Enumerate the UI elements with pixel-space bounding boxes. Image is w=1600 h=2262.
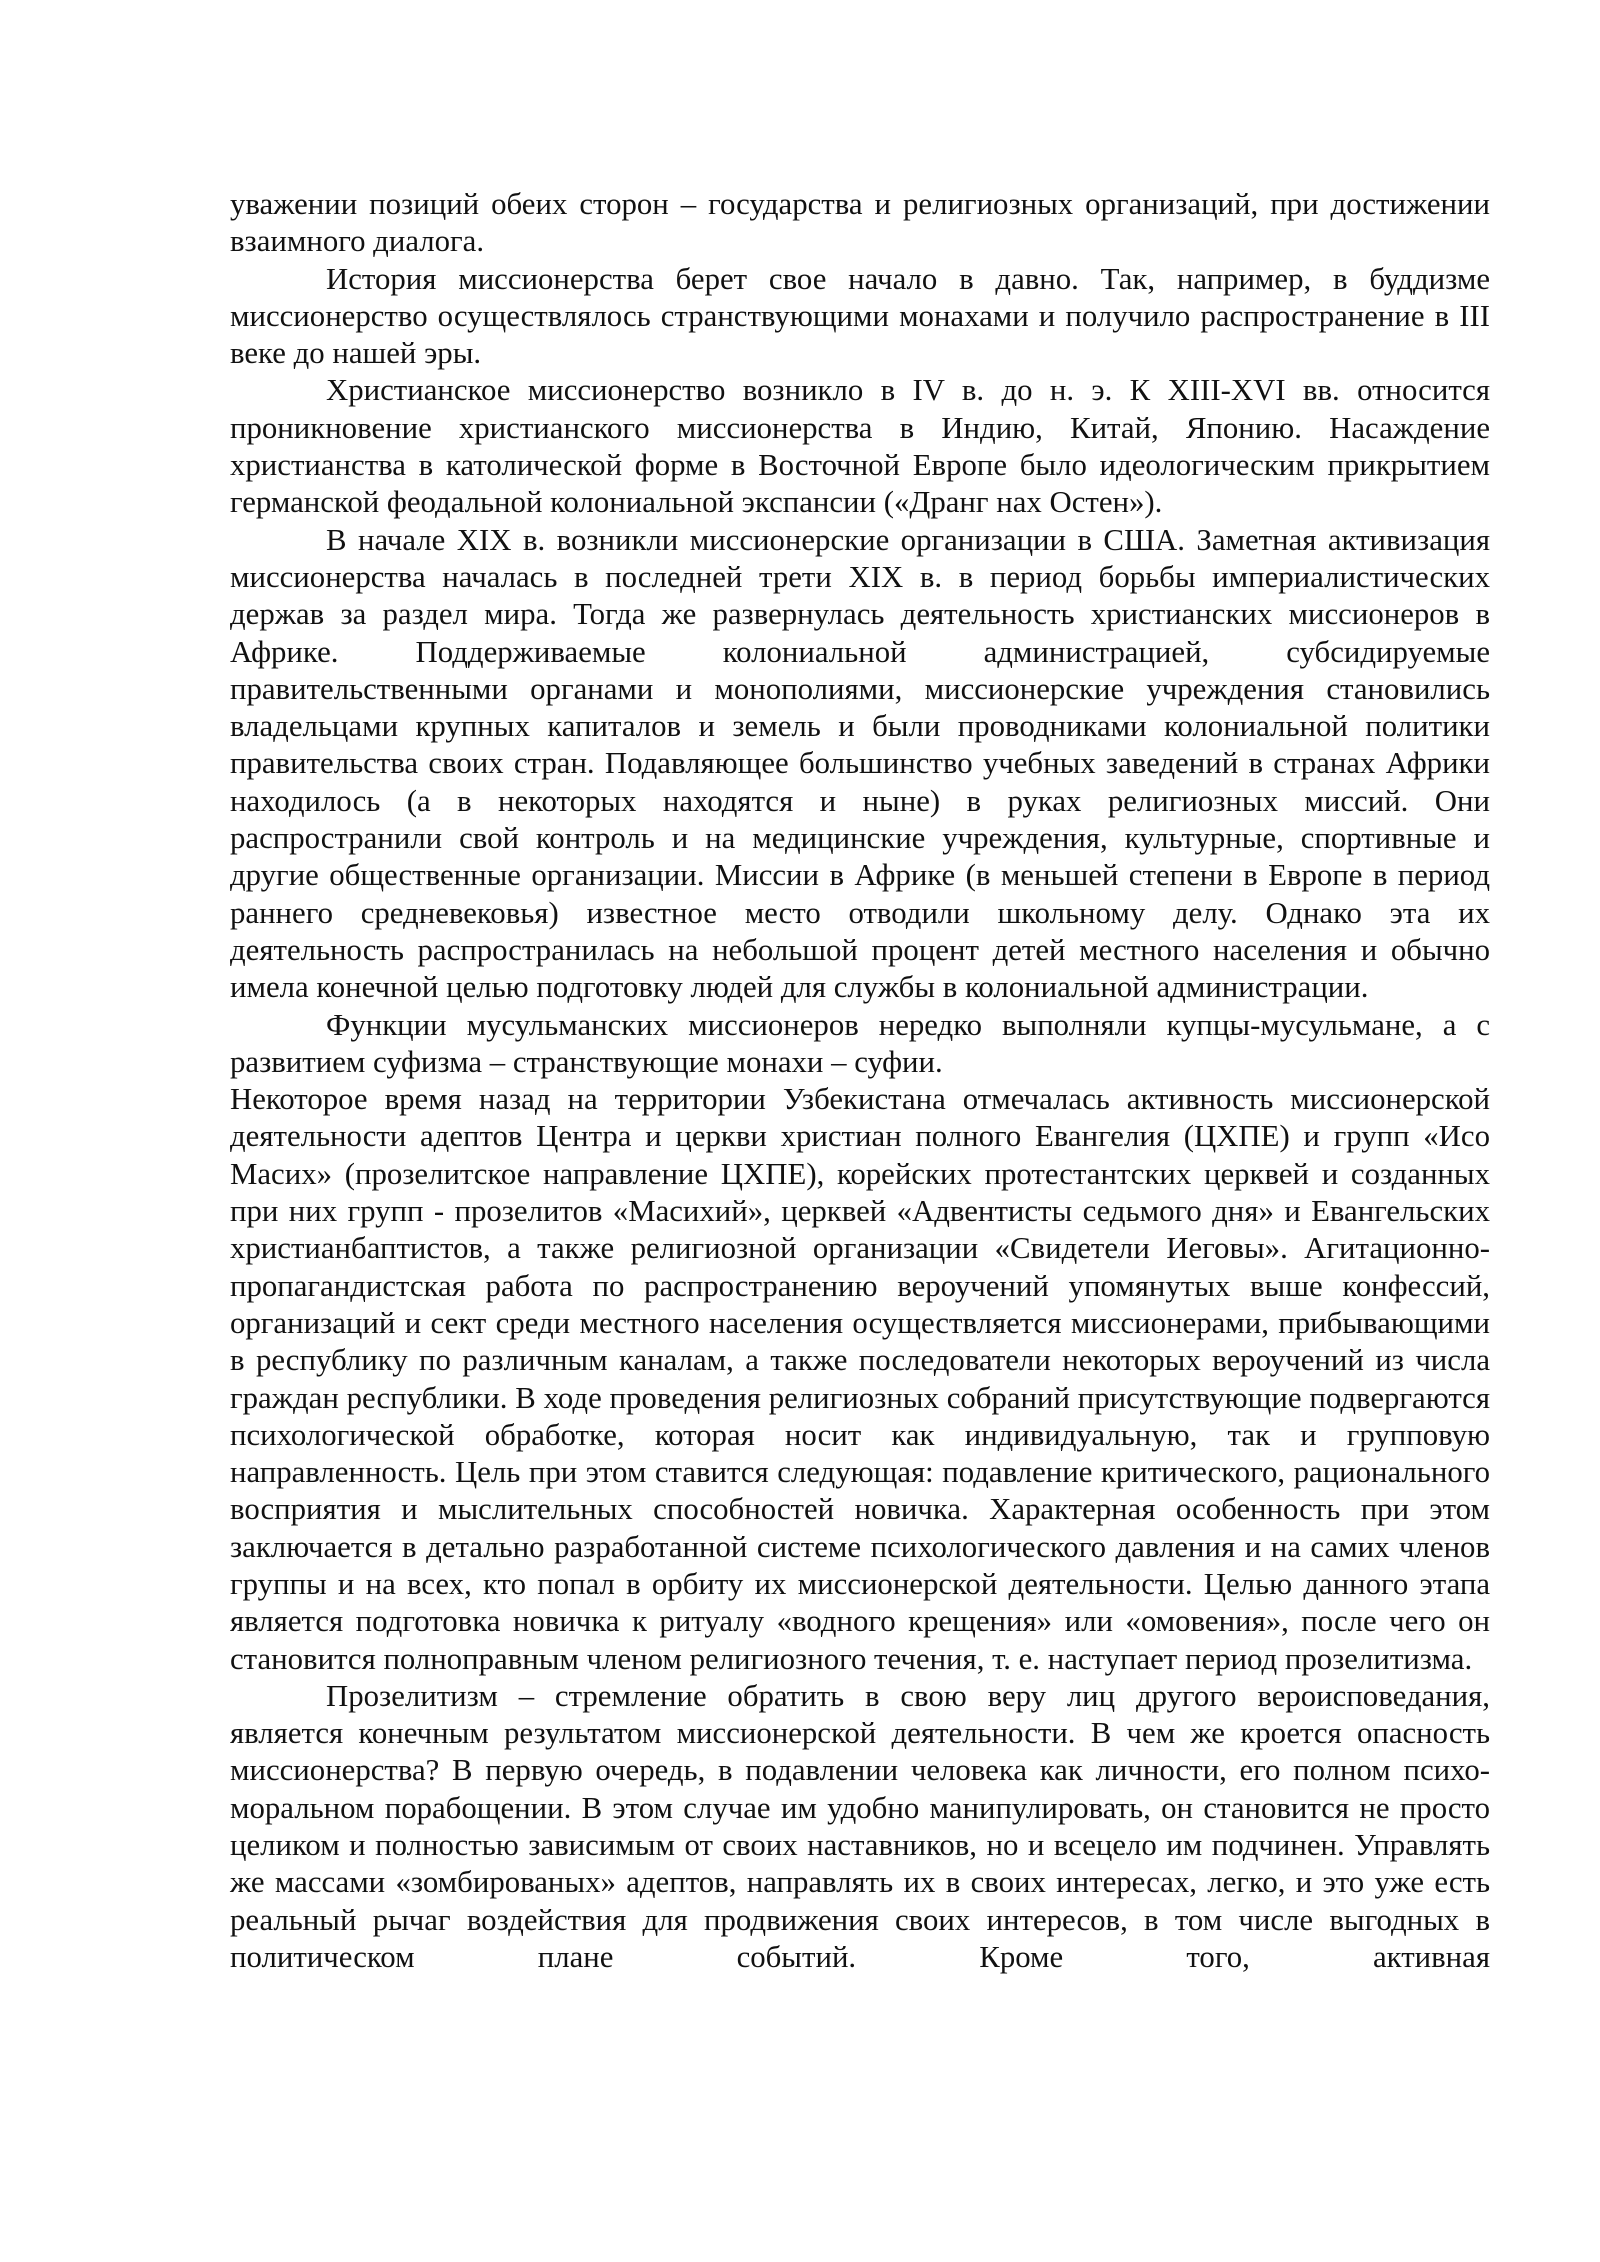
paragraph-4: В начале XIX в. возникли миссионерские организации в США. Заметная активизация миссионерства началась в последней трети XIX в. в период борьбы империалистических держав за раздел мира. Тогда же развернулась деятельность христианских миссионеров в Африке. Поддерживаемые колониальной администрацией, субсидируемые правительственными органами и монополиями, миссионерские учреждения становились владельцами крупных капиталов и земель и были проводниками колониальной политики правительства своих стран. Подавляющее большинство учебных заведений в странах Африки находилось (а в некоторых находятся и ныне) в руках религиозных миссий. Они распространили свой контроль и на медицинские учреждения, культурные, спортивные и другие общественные организации. Миссии в Африке (в меньшей степени в Европе в период раннего средневековья) известное место отводили школьному делу. Однако эта их деятельность распространилась на небольшой процент детей местного населения и обычно имела конечной целью подготовку людей для службы в колониальной администрации. xyxy=(230,522,1490,1005)
paragraph-3: Христианское миссионерство возникло в IV в. до н. э. К XIII-XVI вв. относится проникновение христианского миссионерства в Индию, Китай, Японию. Насаждение христианства в католической форме в Восточной Европе было идеологическим прикрытием германской феодальной колониальной экспансии («Дранг нах Остен»). xyxy=(230,373,1490,520)
document-page xyxy=(230,186,1490,1976)
paragraph-6: Некоторое время назад на территории Узбекистана отмечалась активность миссионерской деятельности адептов Центра и церкви христиан полного Евангелия (ЦХПЕ) и групп «Исо Масих» (прозелитское направление ЦХПЕ), корейских протестантских церквей и созданных при них групп - прозелитов «Масихий», церквей «Адвентисты седьмого дня» и Евангельских христианбаптистов, а также религиозной организации «Свидетели Иеговы». Агитационно-пропагандистская работа по распространению вероучений упомянутых выше конфессий, организаций и сект среди местного населения осуществляется миссионерами, прибывающими в республику по различным каналам, а также последователи некоторых вероучений из числа граждан республики. В ходе проведения религиозных собраний присутствующие подвергаются психологической обработке, которая носит как индивидуальную, так и групповую направленность. Цель при этом ставится следующая: подавление критического, рационального восприятия и мыслительных способностей новичка. Характерная особенность при этом заключается в детально разработанной системе психологического давления и на самих членов группы и на всех, кто попал в орбиту их миссионерской деятельности. Целью данного этапа является подготовка новичка к ритуалу «водного крещения» или «омовения», после чего он становится полноправным членом религиозного течения, т. е. наступает период прозелитизма. xyxy=(230,1082,1490,1676)
paragraph-1: уважении позиций обеих сторон – государства и религиозных организаций, при достижении взаимного диалога. xyxy=(230,187,1490,259)
paragraph-5: Функции мусульманских миссионеров нередко выполняли купцы-мусульмане, а с развитием суфизма – странствующие монахи – суфии. xyxy=(230,1007,1490,1079)
paragraph-7: Прозелитизм – стремление обратить в свою веру лиц другого вероисповедания, является конечным результатом миссионерской деятельности. В чем же кроется опасность миссионерства? В первую очередь, в подавлении человека как личности, его полном психо-моральном порабощении. В этом случае им удобно манипулировать, он становится не просто целиком и полностью зависимым от своих наставников, но и всецело им подчинен. Управлять же массами «зомбированых» адептов, направлять их в своих интересах, легко, и это уже есть реальный рычаг воздействия для продвижения своих интересов, в том числе выгодных в политическом плане событий. Кроме того, активная xyxy=(230,1678,1490,1974)
paragraph-2: История миссионерства берет свое начало в давно. Так, например, в буддизме миссионерство осуществлялось странствующими монахами и получило распространение в III веке до нашей эры. xyxy=(230,261,1490,371)
